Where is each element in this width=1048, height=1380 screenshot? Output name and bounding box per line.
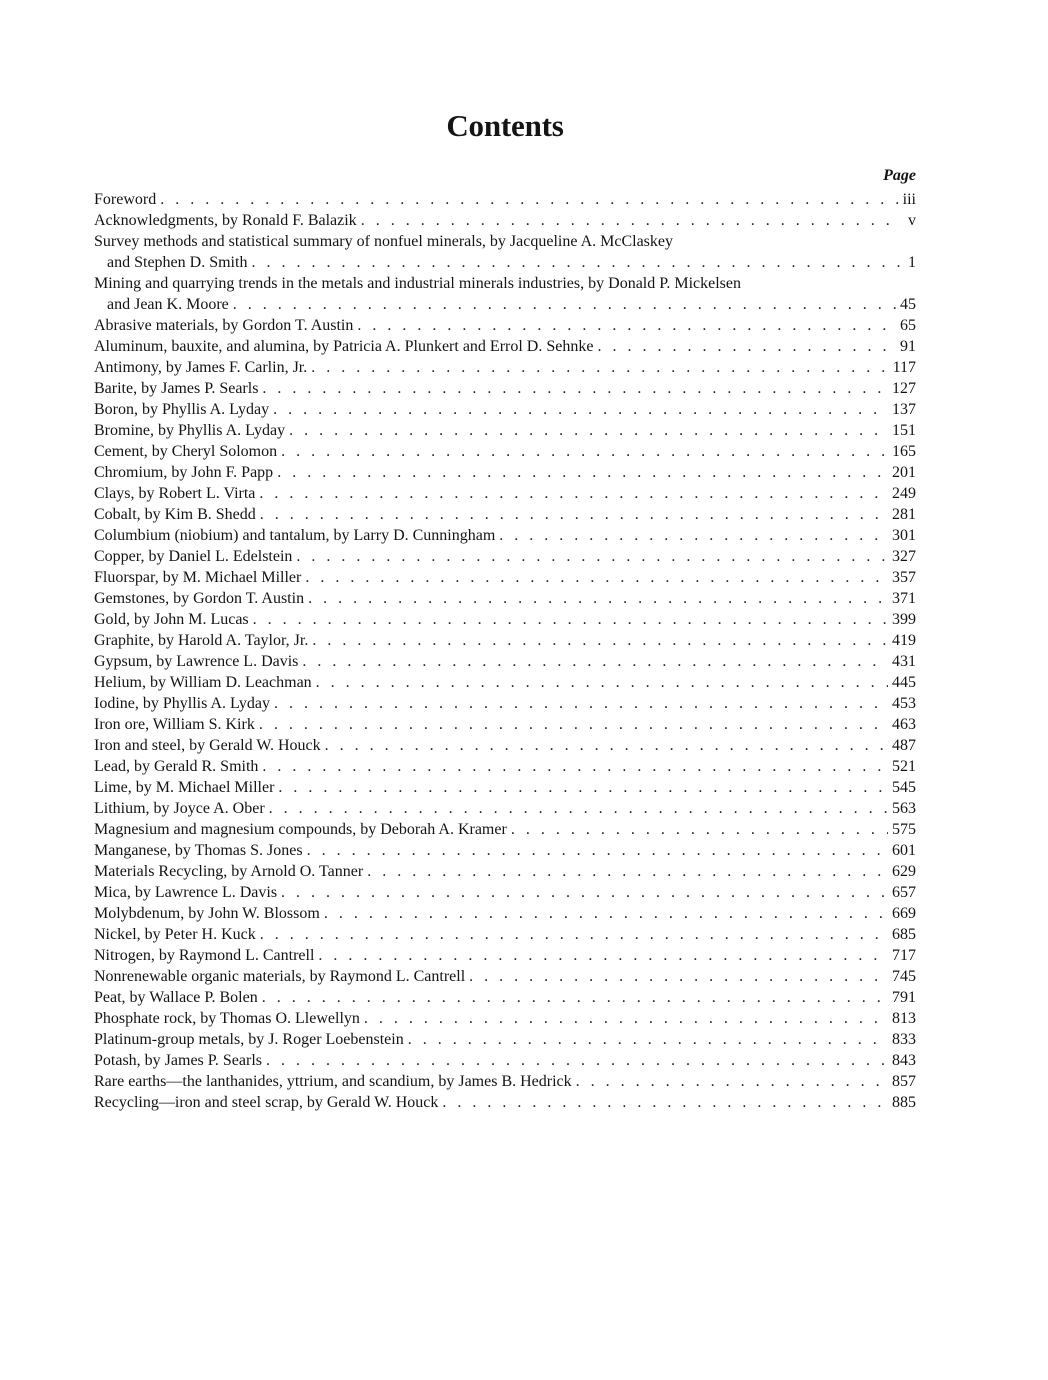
toc-entry-title: Clays, by Robert L. Virta: [94, 485, 256, 502]
toc-entry-page-number: 419: [892, 632, 916, 649]
toc-entry-title: Aluminum, bauxite, and alumina, by Patricia A. Plunkert and Errol D. Sehnke: [94, 338, 594, 355]
toc-entry-page-number: 127: [892, 380, 916, 397]
toc-entry-title: Columbium (niobium) and tantalum, by Larry D. Cunningham: [94, 527, 496, 544]
toc-entry-title: Cobalt, by Kim B. Shedd: [94, 506, 256, 523]
toc-entry-page-number: 431: [892, 653, 916, 670]
dot-leader: [269, 798, 888, 819]
dot-leader: [278, 777, 888, 798]
toc-entry-line: [94, 231, 916, 252]
toc-entry-title: Gypsum, by Lawrence L. Davis: [94, 653, 299, 670]
page-column-header: Page: [883, 167, 916, 184]
dot-leader: [305, 567, 888, 588]
toc-entry-page-number: 117: [892, 359, 916, 376]
toc-entry: [94, 504, 916, 525]
toc-entry: [94, 819, 916, 840]
toc-entry-title: Acknowledgments, by Ronald F. Balazik: [94, 212, 357, 229]
toc-entry-line: [94, 273, 916, 294]
dot-leader: [251, 252, 902, 273]
table-of-contents: [94, 189, 916, 1113]
toc-entry-page-number: 521: [892, 758, 916, 775]
toc-entry-page-number: v: [908, 212, 916, 229]
toc-entry: [94, 357, 916, 378]
toc-entry-title: Iron ore, William S. Kirk: [94, 716, 255, 733]
toc-entry-page-number: 301: [892, 527, 916, 544]
toc-entry-title: Mining and quarrying trends in the metals and industrial minerals industries, by Donald P. Mickelsen: [94, 275, 742, 292]
toc-entry-title: Foreword: [94, 191, 157, 208]
dot-leader: [253, 609, 888, 630]
toc-entry: [94, 315, 916, 336]
dot-leader: [318, 945, 888, 966]
toc-entry: [94, 966, 916, 987]
toc-entry-page-number: 371: [892, 590, 916, 607]
toc-entry: [94, 1008, 916, 1029]
toc-entry-title: Lead, by Gerald R. Smith: [94, 758, 259, 775]
toc-entry: [94, 609, 916, 630]
toc-entry-page-number: iii: [902, 191, 916, 208]
toc-entry-page-number: 65: [900, 317, 916, 334]
toc-entry-page-number: 601: [892, 842, 916, 859]
toc-entry: [94, 798, 916, 819]
toc-entry-title: Peat, by Wallace P. Bolen: [94, 989, 258, 1006]
toc-entry-title: Graphite, by Harold A. Taylor, Jr.: [94, 632, 309, 649]
dot-leader: [274, 693, 888, 714]
toc-entry: [94, 945, 916, 966]
toc-entry-title: Iodine, by Phyllis A. Lyday: [94, 695, 270, 712]
dot-leader: [316, 672, 888, 693]
dot-leader: [262, 756, 888, 777]
toc-entry: [94, 420, 916, 441]
toc-entry: [94, 987, 916, 1008]
dot-leader: [361, 210, 902, 231]
toc-entry-page-number: 45: [900, 296, 916, 313]
toc-entry: [94, 546, 916, 567]
toc-entry-page-number: 1: [908, 254, 916, 271]
dot-leader: [469, 966, 888, 987]
dot-leader: [277, 462, 888, 483]
dot-leader: [442, 1092, 888, 1113]
toc-entry-title: Materials Recycling, by Arnold O. Tanner: [94, 863, 364, 880]
toc-entry-title: Lithium, by Joyce A. Ober: [94, 800, 265, 817]
toc-entry: [94, 378, 916, 399]
toc-entry: [94, 483, 916, 504]
dot-leader: [408, 1029, 888, 1050]
dot-leader: [357, 315, 896, 336]
toc-entry-title: Rare earths—the lanthanides, yttrium, and scandium, by James B. Hedrick: [94, 1073, 572, 1090]
dot-leader: [307, 840, 888, 861]
toc-entry-page-number: 463: [892, 716, 916, 733]
toc-entry-page-number: 833: [892, 1031, 916, 1048]
toc-entry-title: Nonrenewable organic materials, by Raymond L. Cantrell: [94, 968, 466, 985]
dot-leader: [262, 987, 888, 1008]
dot-leader: [233, 294, 896, 315]
toc-entry-page-number: 137: [892, 401, 916, 418]
toc-entry: [94, 714, 916, 735]
dot-leader: [289, 420, 888, 441]
toc-entry: [94, 189, 916, 210]
dot-leader: [367, 861, 888, 882]
dot-leader: [273, 399, 888, 420]
dot-leader: [259, 483, 888, 504]
toc-entry: [94, 651, 916, 672]
toc-entry-title: Molybdenum, by John W. Blossom: [94, 905, 320, 922]
toc-entry-page-number: 545: [892, 779, 916, 796]
toc-entry-page-number: 857: [892, 1073, 916, 1090]
toc-entry: [94, 903, 916, 924]
toc-entry: [94, 693, 916, 714]
toc-entry: [94, 1050, 916, 1071]
dot-leader: [281, 441, 888, 462]
toc-entry-page-number: 745: [892, 968, 916, 985]
dot-leader: [324, 903, 888, 924]
toc-entry-page-number: 563: [892, 800, 916, 817]
toc-entry-title: Barite, by James P. Searls: [94, 380, 259, 397]
dot-leader: [260, 924, 888, 945]
toc-entry-page-number: 357: [892, 569, 916, 586]
dot-leader: [576, 1071, 888, 1092]
dot-leader: [160, 189, 898, 210]
dot-leader: [281, 882, 888, 903]
dot-leader: [499, 525, 888, 546]
toc-entry-title: Bromine, by Phyllis A. Lyday: [94, 422, 286, 439]
toc-entry-page-number: 843: [892, 1052, 916, 1069]
dot-leader: [308, 588, 888, 609]
toc-entry: [94, 462, 916, 483]
toc-entry: [94, 210, 916, 231]
toc-entry-page-number: 281: [892, 506, 916, 523]
toc-entry: [94, 252, 916, 273]
toc-entry-page-number: 657: [892, 884, 916, 901]
toc-entry-page-number: 813: [892, 1010, 916, 1027]
toc-entry-title: Nickel, by Peter H. Kuck: [94, 926, 256, 943]
toc-entry-page-number: 453: [892, 695, 916, 712]
toc-entry-title: Gold, by John M. Lucas: [94, 611, 249, 628]
toc-entry-title: Gemstones, by Gordon T. Austin: [94, 590, 305, 607]
dot-leader: [312, 630, 888, 651]
toc-entry-title: Magnesium and magnesium compounds, by Deborah A. Kramer: [94, 821, 507, 838]
toc-entry-title: Lime, by M. Michael Miller: [94, 779, 275, 796]
toc-entry-title: Potash, by James P. Searls: [94, 1052, 262, 1069]
toc-entry: [94, 294, 916, 315]
toc-entry: [94, 756, 916, 777]
toc-entry-title: Boron, by Phyllis A. Lyday: [94, 401, 270, 418]
toc-entry: [94, 567, 916, 588]
dot-leader: [511, 819, 888, 840]
toc-entry: [94, 924, 916, 945]
toc-entry-title-continued: and Stephen D. Smith: [107, 254, 248, 271]
toc-entry-page-number: 717: [892, 947, 916, 964]
dot-leader: [364, 1008, 888, 1029]
toc-entry-page-number: 669: [892, 905, 916, 922]
toc-entry-title: Antimony, by James F. Carlin, Jr.: [94, 359, 308, 376]
dot-leader: [262, 378, 888, 399]
toc-entry-page-number: 791: [892, 989, 916, 1006]
toc-entry-title: Nitrogen, by Raymond L. Cantrell: [94, 947, 315, 964]
toc-entry-title: Abrasive materials, by Gordon T. Austin: [94, 317, 354, 334]
toc-entry: [94, 735, 916, 756]
toc-entry: [94, 588, 916, 609]
toc-entry-title: Cement, by Cheryl Solomon: [94, 443, 278, 460]
toc-entry: [94, 861, 916, 882]
toc-entry-page-number: 165: [892, 443, 916, 460]
toc-entry-title-continued: and Jean K. Moore: [107, 296, 229, 313]
toc-entry: [94, 1092, 916, 1113]
toc-entry-title: Survey methods and statistical summary of nonfuel minerals, by Jacqueline A. McClaskey: [94, 233, 673, 250]
dot-leader: [259, 714, 888, 735]
dot-leader: [266, 1050, 888, 1071]
toc-entry: [94, 1071, 916, 1092]
dot-leader: [325, 735, 888, 756]
toc-entry-page-number: 249: [892, 485, 916, 502]
dot-leader: [597, 336, 896, 357]
page-title: Contents: [446, 108, 564, 143]
toc-entry: [94, 630, 916, 651]
toc-entry-page-number: 629: [892, 863, 916, 880]
toc-entry-page-number: 399: [892, 611, 916, 628]
toc-entry-page-number: 327: [892, 548, 916, 565]
toc-entry-title: Mica, by Lawrence L. Davis: [94, 884, 278, 901]
toc-entry: [94, 882, 916, 903]
toc-entry: [94, 672, 916, 693]
toc-entry-page-number: 575: [892, 821, 916, 838]
toc-entry-page-number: 885: [892, 1094, 916, 1111]
dot-leader: [311, 357, 888, 378]
toc-entry-title: Phosphate rock, by Thomas O. Llewellyn: [94, 1010, 360, 1027]
toc-entry-page-number: 91: [900, 338, 916, 355]
toc-entry-title: Chromium, by John F. Papp: [94, 464, 274, 481]
toc-entry-title: Copper, by Daniel L. Edelstein: [94, 548, 293, 565]
dot-leader: [296, 546, 888, 567]
toc-entry: [94, 441, 916, 462]
toc-entry-title: Fluorspar, by M. Michael Miller: [94, 569, 302, 586]
toc-entry: [94, 777, 916, 798]
toc-entry: [94, 399, 916, 420]
toc-entry-page-number: 201: [892, 464, 916, 481]
toc-entry-title: Platinum-group metals, by J. Roger Loebenstein: [94, 1031, 404, 1048]
toc-entry-title: Helium, by William D. Leachman: [94, 674, 312, 691]
toc-entry-page-number: 487: [892, 737, 916, 754]
dot-leader: [260, 504, 888, 525]
toc-entry-page-number: 151: [892, 422, 916, 439]
toc-entry-page-number: 685: [892, 926, 916, 943]
toc-entry: [94, 336, 916, 357]
toc-entry: [94, 525, 916, 546]
toc-entry-title: Recycling—iron and steel scrap, by Gerald W. Houck: [94, 1094, 439, 1111]
dot-leader: [302, 651, 888, 672]
toc-entry: [94, 1029, 916, 1050]
toc-entry-page-number: 445: [892, 674, 916, 691]
toc-entry-title: Iron and steel, by Gerald W. Houck: [94, 737, 321, 754]
toc-entry-title: Manganese, by Thomas S. Jones: [94, 842, 303, 859]
toc-entry: [94, 840, 916, 861]
